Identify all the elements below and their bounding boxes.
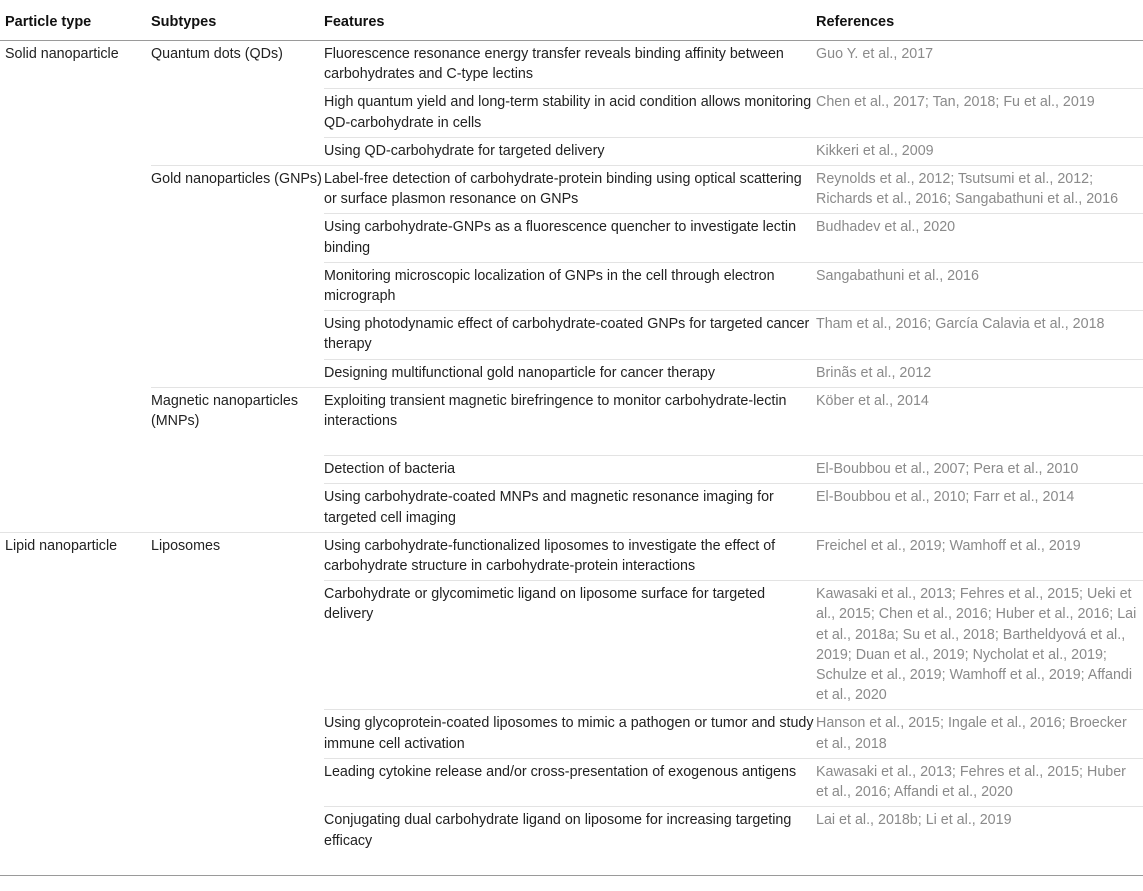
particle-type-cell <box>0 456 151 484</box>
references-cell: Hanson et al., 2015; Ingale et al., 2016; Broecker et al., 2018 <box>816 710 1143 758</box>
references-cell: Freichel et al., 2019; Wamhoff et al., 2019 <box>816 532 1143 580</box>
feature-cell: High quantum yield and long-term stability in acid condition allows monitoring QD-carbohydrate in cells <box>324 89 816 137</box>
subtype-cell <box>151 807 324 875</box>
table-row <box>0 581 1143 710</box>
references-cell: Brinãs et al., 2012 <box>816 359 1143 387</box>
header-features: Features <box>324 5 816 41</box>
nanoparticle-table <box>0 5 1143 876</box>
subtype-cell <box>151 262 324 310</box>
feature-cell: Designing multifunctional gold nanoparticle for cancer therapy <box>324 359 816 387</box>
particle-type-cell <box>0 387 151 455</box>
feature-cell: Detection of bacteria <box>324 456 816 484</box>
references-cell: Reynolds et al., 2012; Tsutsumi et al., 2012; Richards et al., 2016; Sangabathuni et al., 2016 <box>816 166 1143 214</box>
particle-type-cell <box>0 166 151 214</box>
particle-type-cell <box>0 807 151 875</box>
subtype-cell: Liposomes <box>151 537 221 554</box>
particle-type-cell: Lipid nanoparticle <box>5 537 118 554</box>
particle-type-cell <box>0 311 151 359</box>
table-row <box>0 387 1143 455</box>
subtype-cell <box>151 137 324 165</box>
particle-type-cell: Solid nanoparticle <box>5 46 119 62</box>
particle-type-cell <box>0 758 151 806</box>
feature-cell: Monitoring microscopic localization of GNPs in the cell through electron micrograph <box>324 262 816 310</box>
feature-cell: Using carbohydrate-functionalized liposomes to investigate the effect of carbohydrate structure in carbohydrate-protein interactions <box>324 532 816 580</box>
references-cell: Lai et al., 2018b; Li et al., 2019 <box>816 807 1143 875</box>
feature-cell: Label-free detection of carbohydrate-protein binding using optical scattering or surface plasmon resonance on GNPs <box>324 166 816 214</box>
references-cell: Budhadev et al., 2020 <box>816 214 1143 262</box>
particle-type-cell <box>0 484 151 532</box>
subtype-cell: Gold nanoparticles (GNPs) <box>151 171 322 188</box>
subtype-cell <box>151 710 324 758</box>
feature-cell: Using carbohydrate-GNPs as a fluorescence quencher to investigate lectin binding <box>324 214 816 262</box>
feature-cell: Exploiting transient magnetic birefringence to monitor carbohydrate-lectin interactions <box>324 387 816 455</box>
table-row <box>0 214 1143 262</box>
table-row <box>0 807 1143 875</box>
subtype-cell <box>151 758 324 806</box>
feature-cell: Conjugating dual carbohydrate ligand on liposome for increasing targeting efficacy <box>324 807 816 875</box>
header-row <box>0 5 1143 41</box>
subtype-cell <box>151 484 324 532</box>
table-row <box>0 710 1143 758</box>
subtype-cell <box>151 214 324 262</box>
feature-cell: Fluorescence resonance energy transfer reveals binding affinity between carbohydrates and C-type lectins <box>324 41 816 89</box>
table-row <box>0 311 1143 359</box>
feature-cell: Using photodynamic effect of carbohydrate-coated GNPs for targeted cancer therapy <box>324 311 816 359</box>
references-cell: Kawasaki et al., 2013; Fehres et al., 2015; Huber et al., 2016; Affandi et al., 2020 <box>816 758 1143 806</box>
table-row <box>0 456 1143 484</box>
references-cell: Sangabathuni et al., 2016 <box>816 262 1143 310</box>
subtype-cell <box>151 359 324 387</box>
table-row <box>0 484 1143 532</box>
references-cell: Guo Y. et al., 2017 <box>816 41 1143 89</box>
particle-type-cell <box>0 137 151 165</box>
subtype-cell <box>151 89 324 137</box>
references-cell: Kikkeri et al., 2009 <box>816 137 1143 165</box>
subtype-cell <box>151 456 324 484</box>
particle-type-cell <box>0 359 151 387</box>
feature-cell: Carbohydrate or glycomimetic ligand on liposome surface for targeted delivery <box>324 581 816 710</box>
subtype-cell <box>151 581 324 710</box>
header-references: References <box>816 5 1143 41</box>
feature-cell: Using glycoprotein-coated liposomes to mimic a pathogen or tumor and study immune cell activation <box>324 710 816 758</box>
particle-type-cell <box>0 710 151 758</box>
table-row <box>0 41 1143 89</box>
table-row <box>0 359 1143 387</box>
subtype-cell: Magnetic nanoparticles (MNPs) <box>151 392 299 430</box>
particle-type-cell <box>0 262 151 310</box>
table-row <box>0 758 1143 806</box>
feature-cell: Using carbohydrate-coated MNPs and magnetic resonance imaging for targeted cell imaging <box>324 484 816 532</box>
subtype-cell: Quantum dots (QDs) <box>151 46 283 62</box>
subtype-cell <box>151 311 324 359</box>
feature-cell: Leading cytokine release and/or cross-presentation of exogenous antigens <box>324 758 816 806</box>
table-row <box>0 532 1143 580</box>
references-cell: Kawasaki et al., 2013; Fehres et al., 2015; Ueki et al., 2015; Chen et al., 2016; Huber et al., 2016; Lai et al., 2018a; Su et al., 2018; Bartheldyová et al., 2019; Duan et al., 2019; Nycholat et al., 2019; Schulze et al., 2019; Wamhoff et al., 2019; Affandi et al., 2020 <box>816 581 1143 710</box>
references-cell: Tham et al., 2016; García Calavia et al., 2018 <box>816 311 1143 359</box>
table-row <box>0 89 1143 137</box>
table-row <box>0 137 1143 165</box>
particle-type-cell <box>0 581 151 710</box>
references-cell: Köber et al., 2014 <box>816 387 1143 455</box>
header-particle-type: Particle type <box>0 5 151 41</box>
particle-type-cell <box>0 89 151 137</box>
references-cell: Chen et al., 2017; Tan, 2018; Fu et al., 2019 <box>816 89 1143 137</box>
table-row <box>0 262 1143 310</box>
table-row <box>0 166 1143 214</box>
header-subtypes: Subtypes <box>151 5 324 41</box>
feature-cell: Using QD-carbohydrate for targeted delivery <box>324 137 816 165</box>
references-cell: El-Boubbou et al., 2010; Farr et al., 2014 <box>816 484 1143 532</box>
particle-type-cell <box>0 214 151 262</box>
references-cell: El-Boubbou et al., 2007; Pera et al., 2010 <box>816 456 1143 484</box>
